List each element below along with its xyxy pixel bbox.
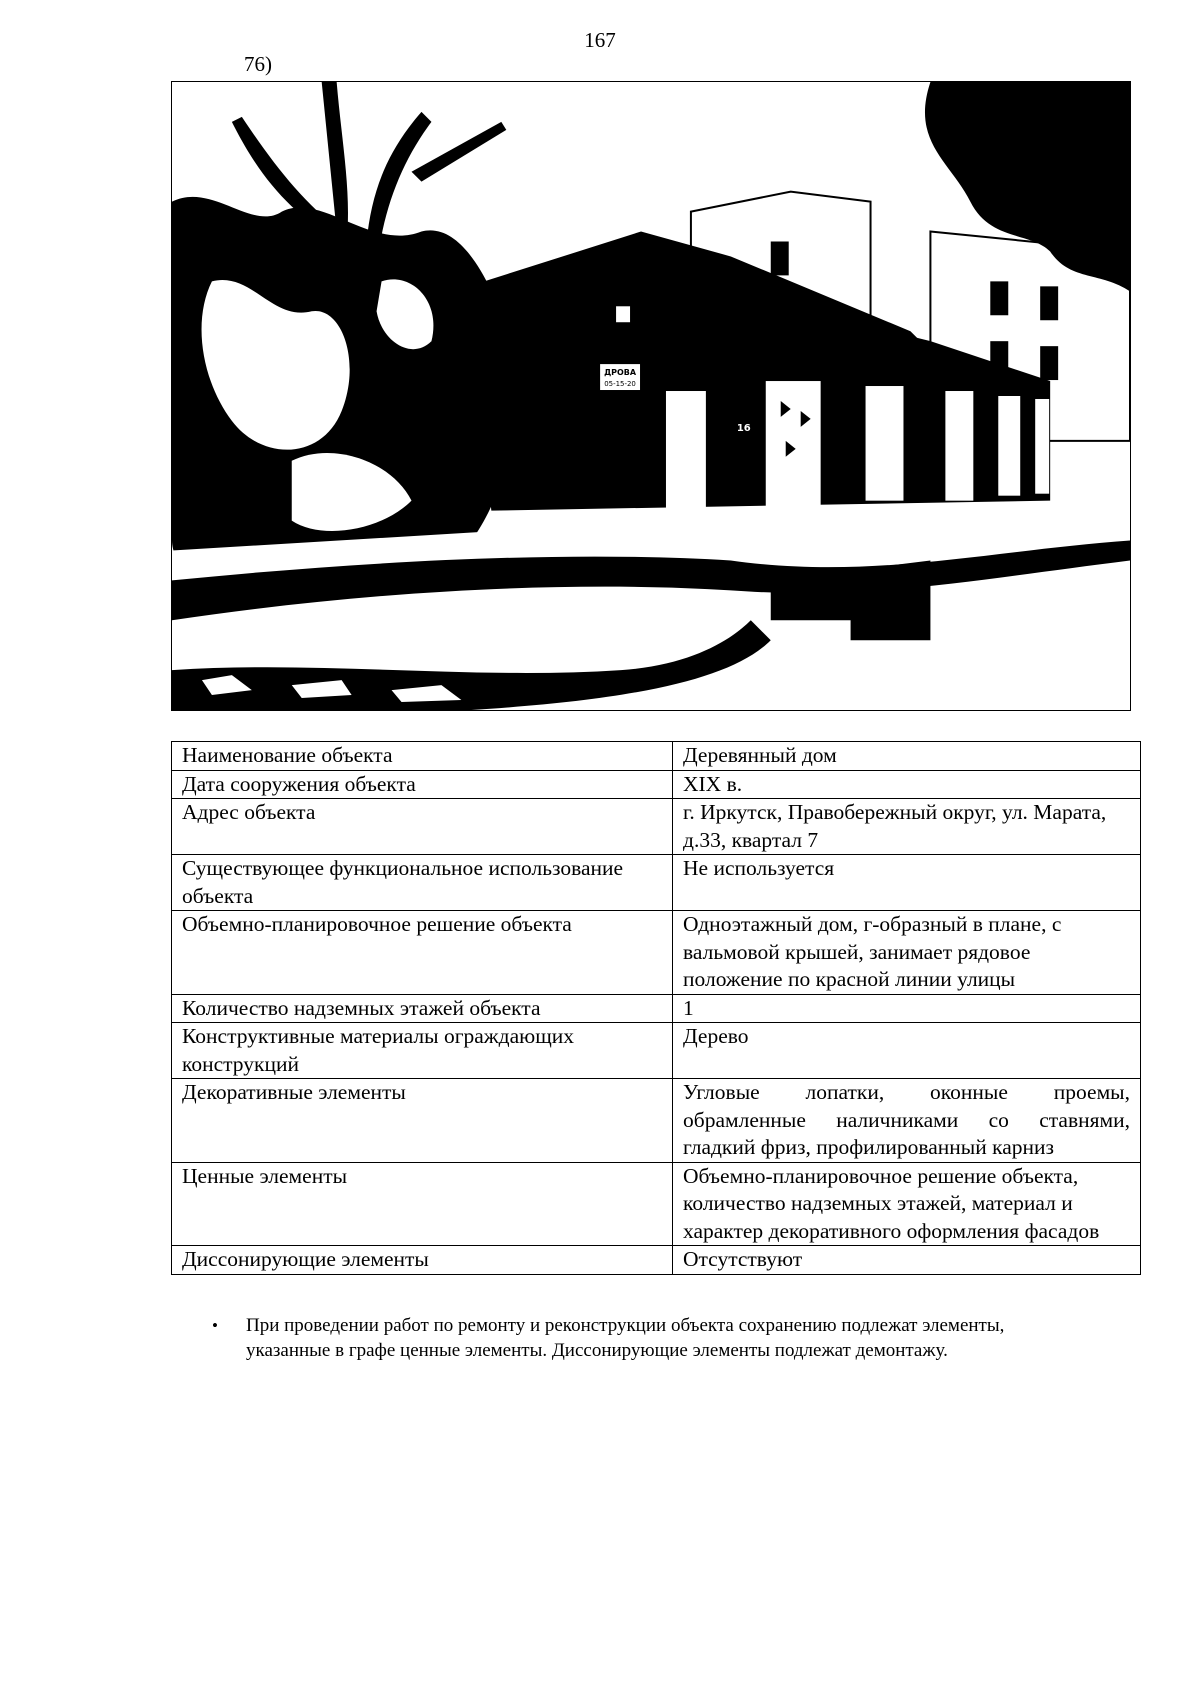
- figure-label: 76): [244, 52, 272, 76]
- row-label: Ценные элементы: [172, 1162, 673, 1246]
- row-label: Диссонирующие элементы: [172, 1246, 673, 1275]
- row-value: Не используется: [673, 855, 1141, 911]
- row-label: Декоративные элементы: [172, 1079, 673, 1163]
- bullet-icon: •: [212, 1316, 218, 1335]
- row-value: Одноэтажный дом, г-образный в плане, с вальмовой крышей, занимает рядовое положение по красной линии улицы: [673, 911, 1141, 995]
- row-value: Угловые лопатки, оконные проемы, обрамленные наличниками со ставнями, гладкий фриз, профилированный карниз: [673, 1079, 1141, 1163]
- row-value: Отсутствуют: [673, 1246, 1141, 1275]
- table-row: [172, 1079, 1141, 1163]
- sign-text-bottom: 05-15-20: [604, 380, 636, 389]
- row-label: Дата сооружения объекта: [172, 770, 673, 799]
- note-text: При проведении работ по ремонту и реконструкции объекта сохранению подлежат элементы, указанные в графе ценные элементы. Диссонирующие элементы подлежат демонтажу.: [246, 1315, 1005, 1361]
- table-row: [172, 770, 1141, 799]
- object-info-table: [171, 741, 1141, 1275]
- preservation-note: [212, 1313, 1082, 1363]
- row-label: Конструктивные материалы ограждающих конструкций: [172, 1023, 673, 1079]
- table-row: [172, 742, 1141, 771]
- table-row: [172, 799, 1141, 855]
- row-value: XIX в.: [673, 770, 1141, 799]
- table-row: [172, 911, 1141, 995]
- row-value: Объемно-планировочное решение объекта, количество надземных этажей, материал и характер декоративного оформления фасадов: [673, 1162, 1141, 1246]
- table-row: [172, 855, 1141, 911]
- house-number: 16: [736, 422, 751, 434]
- sign-text-top: ДРОВА: [604, 368, 637, 378]
- row-label: Адрес объекта: [172, 799, 673, 855]
- page-number: 167: [584, 28, 616, 52]
- building-photo: [171, 81, 1131, 711]
- row-value: 1: [673, 994, 1141, 1023]
- row-label: Количество надземных этажей объекта: [172, 994, 673, 1023]
- row-label: Наименование объекта: [172, 742, 673, 771]
- row-label: Существующее функциональное использование объекта: [172, 855, 673, 911]
- row-label: Объемно-планировочное решение объекта: [172, 911, 673, 995]
- photo-illustration: [172, 82, 1130, 710]
- row-value: Дерево: [673, 1023, 1141, 1079]
- table-row: [172, 1162, 1141, 1246]
- row-value: Деревянный дом: [673, 742, 1141, 771]
- table-row: [172, 994, 1141, 1023]
- table-row: [172, 1023, 1141, 1079]
- table-row: [172, 1246, 1141, 1275]
- row-value: г. Иркутск, Правобережный округ, ул. Марата, д.33, квартал 7: [673, 799, 1141, 855]
